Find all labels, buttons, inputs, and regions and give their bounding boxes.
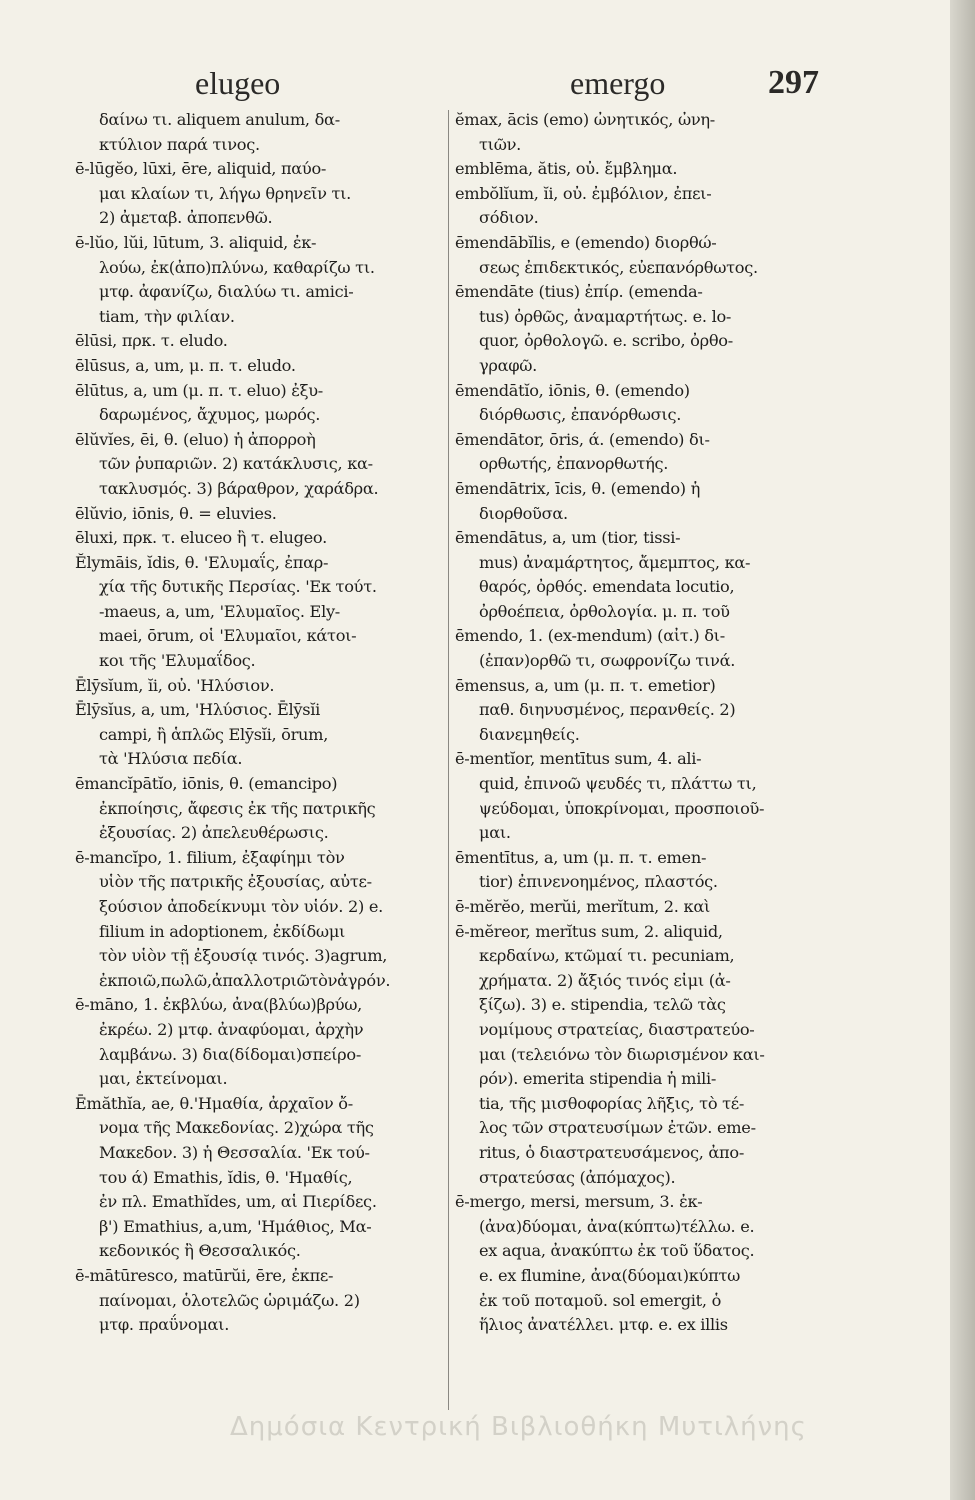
text-line: tior) ἐπινενοημένος, πλαστός.	[479, 872, 718, 892]
text-line: Ĕlymāis, ĭdis, θ. 'Ελυμαΐς, ἐπαρ-	[75, 552, 329, 572]
text-line: quid, ἐπινοῶ ψευδές τι, πλάττω τι,	[479, 774, 757, 794]
text-line: μτφ. ἀφανίζω, διαλύω τι. amici-	[99, 282, 354, 302]
text-line: ἐκποίησις, ἄφεσις ἐκ τῆς πατρικῆς	[99, 798, 376, 818]
text-line: ē-mergo, mersi, mersum, 3. ἐκ-	[455, 1192, 703, 1212]
text-line: ēmendo, 1. (ex-mendum) (αἰτ.) δι-	[455, 626, 725, 646]
text-line: κεδονικός ἢ Θεσσαλικός.	[99, 1241, 301, 1261]
text-line: ē-mĕrĕo, merŭi, merĭtum, 2. καὶ	[455, 897, 710, 916]
text-line: (ἐπαν)ορθῶ τι, σωφρονίζω τινά.	[479, 651, 736, 671]
text-line: ἐκ τοῦ ποταμοῦ. sol emergit, ὁ	[479, 1290, 722, 1310]
text-line: γραφῶ.	[479, 355, 538, 375]
text-line: ēmensus, a, um (μ. π. τ. emetior)	[455, 675, 716, 695]
text-line: κερδαίνω, κτῶμαί τι. pecuniam,	[479, 946, 735, 966]
text-line: tiam, τὴν φιλίαν.	[99, 306, 235, 326]
text-line: ἐκρέω. 2) μτφ. ἀναφύομαι, ἀρχὴν	[99, 1019, 364, 1039]
text-line: 2) ἀμεταβ. ἀποπενθῶ.	[99, 208, 273, 228]
text-line: ēlŭvio, iōnis, θ. = eluvies.	[75, 503, 277, 523]
text-line: ἥλιος ἀνατέλλει. μτφ. e. ex illis	[479, 1315, 728, 1335]
text-line: ἐξουσίας. 2) ἀπελευθέρωσις.	[99, 823, 329, 843]
text-line: μαι.	[479, 823, 511, 843]
text-line: του ά) Emathis, ĭdis, θ. 'Ημαθίς,	[99, 1167, 353, 1187]
text-line: τιῶν.	[479, 134, 521, 154]
text-line: tus) ὀρθῶς, ἀναμαρτήτως. e. lo-	[479, 306, 732, 326]
text-line: υἱὸν τῆς πατρικῆς ἐξουσίας, αὐτε-	[99, 872, 372, 892]
text-line: παθ. διηνυσμένος, περανθείς. 2)	[479, 700, 736, 720]
text-line: τακλυσμός. 3) βάραθρον, χαράδρα.	[99, 478, 379, 498]
text-line: διανεμηθείς.	[479, 724, 580, 744]
text-line: ρόν). emerita stipendia ἡ mili-	[479, 1069, 717, 1089]
text-line: ēmendātus, a, um (tior, tissi-	[455, 528, 681, 548]
text-line: ορθωτής, ἐπανορθωτής.	[479, 454, 669, 474]
left-guide-word: elugeo	[195, 65, 281, 101]
text-line: διορθοῦσα.	[479, 503, 568, 523]
text-line: ēlūsi, πρκ. τ. eludo.	[75, 331, 228, 351]
text-line: ὀρθοέπεια, ὀρθολογία. μ. π. τοῦ	[479, 601, 730, 621]
column-divider	[448, 110, 449, 1410]
text-line: campi, ἢ ἁπλῶς Elȳsĭi, ōrum,	[99, 724, 329, 744]
text-line: τὸν υἱὸν τῇ ἐξουσίᾳ τινός. 3)agrum,	[99, 946, 388, 966]
text-line: maei, ōrum, οἱ 'Ελυμαῖοι, κάτοι-	[99, 626, 357, 646]
text-line: ĕmax, ācis (emo) ὠνητικός, ὠνη-	[455, 110, 715, 129]
text-line: β') Emathius, a,um, 'Ημάθιος, Μα-	[99, 1216, 372, 1236]
text-line: ē-mātūresco, matūrŭi, ēre, ἐκπε-	[75, 1265, 334, 1285]
text-line: χρήματα. 2) ἄξιός τινός εἰμι (ἀ-	[479, 970, 731, 990]
text-line: κτύλιον παρά τινος.	[99, 134, 260, 154]
text-line: νομα τῆς Μακεδονίας. 2)χώρα τῆς	[99, 1118, 374, 1138]
text-line: ēmendābĭlis, e (emendo) διορθώ-	[455, 232, 717, 252]
text-line: Ēlȳsĭum, ĭi, οὐ. 'Ηλύσιον.	[75, 675, 275, 695]
text-line: ē-māno, 1. ἐκβλύω, ἀνα(βλύω)βρύω,	[75, 995, 363, 1015]
text-line: σόδιον.	[479, 208, 539, 228]
text-line: θαρός, ὀρθός. emendata locutio,	[479, 577, 735, 597]
text-line: ξούσιον ἀποδείκνυμι τὸν υἱόν. 2) e.	[99, 897, 383, 916]
text-line: ἐκποιῶ,πωλῶ,ἀπαλλοτριῶτὸνἀγρόν.	[99, 970, 391, 990]
left-column	[75, 108, 445, 1428]
text-line: ē-mancĭpo, 1. filium, ἐξαφίημι τὸν	[75, 847, 345, 867]
text-line: ex aqua, ἀνακύπτω ἐκ τοῦ ὕδατος.	[479, 1241, 755, 1261]
text-line: e. ex flumine, ἀνα(δύομαι)κύπτω	[479, 1265, 741, 1285]
text-line: quor, ὀρθολογῶ. e. scribo, ὀρθο-	[479, 331, 733, 351]
text-line: ēmendātor, ōris, ά. (emendo) δι-	[455, 429, 710, 449]
text-line: ἐν πλ. Emathĭdes, um, αἱ Πιερίδες.	[99, 1192, 377, 1212]
text-line: Ēmăthĭa, ae, θ.'Ημαθία, ἀρχαῖον ὄ-	[75, 1093, 353, 1113]
text-line: ēmendāte (tius) ἐπίρ. (emenda-	[455, 282, 703, 302]
text-line: στρατεύσας (ἀπόμαχος).	[479, 1167, 676, 1187]
text-line: τὰ 'Ηλύσια πεδία.	[99, 749, 243, 769]
text-line: σεως ἐπιδεκτικός, εὐεπανόρθωτος.	[479, 257, 758, 277]
text-line: παίνομαι, ὁλοτελῶς ὡριμάζω. 2)	[99, 1290, 360, 1310]
text-line: ritus, ὁ διαστρατευσάμενος, ἀπο-	[479, 1142, 745, 1162]
text-line: ēmendātrix, īcis, θ. (emendo) ἡ	[455, 478, 701, 498]
text-line: ēlūtus, a, um (μ. π. τ. eluo) ἐξυ-	[75, 380, 323, 400]
text-line: ēlŭvĭes, ēi, θ. (eluo) ἡ ἀπορροὴ	[75, 429, 316, 449]
text-line: διόρθωσις, ἐπανόρθωσις.	[479, 405, 682, 425]
text-line: -maeus, a, um, 'Ελυμαῖος. Ely-	[99, 601, 340, 621]
text-line: filium in adoptionem, ἐκδίδωμι	[99, 921, 346, 941]
text-line: emblēma, ătis, οὐ. ἔμβλημα.	[455, 159, 678, 179]
text-line: ēlūsus, a, um, μ. π. τ. eludo.	[75, 355, 296, 375]
text-line: λαμβάνω. 3) δια(δίδομαι)σπείρο-	[99, 1044, 361, 1064]
text-line: λος τῶν στρατευσίμων ἐτῶν. eme-	[479, 1118, 756, 1138]
text-line: embŏlĭum, ĭi, οὐ. ἐμβόλιον, ἐπει-	[455, 183, 712, 203]
text-line: δαρωμένος, ἄχυμος, μωρός.	[99, 405, 321, 425]
text-line: mus) ἀναμάρτητος, ἄμεμπτος, κα-	[479, 552, 751, 572]
page-number: 297	[768, 64, 819, 101]
text-line: ēmancĭpātĭo, iōnis, θ. (emancipo)	[75, 774, 338, 794]
text-line: ēmentītus, a, um (μ. π. τ. emen-	[455, 847, 707, 867]
text-line: μτφ. πραΰνομαι.	[99, 1315, 230, 1335]
text-line: κοι τῆς 'Ελυμαΐδος.	[99, 651, 256, 671]
text-line: νομίμους στρατείας, διαστρατεύο-	[479, 1019, 755, 1039]
right-guide-word: emergo	[570, 65, 666, 101]
text-line: ēmendātĭo, iōnis, θ. (emendo)	[455, 380, 690, 400]
text-line: ē-lūgĕo, lūxi, ēre, aliquid, παύο-	[75, 159, 327, 179]
text-line: μαι κλαίων τι, λήγω θρηνεῖν τι.	[99, 183, 352, 203]
page-edge	[950, 0, 975, 1500]
text-line: μαι (τελειόνω τὸν διωρισμένον και-	[479, 1044, 765, 1064]
text-line: (ἀνα)δύομαι, ἀνα(κύπτω)τέλλω. e.	[479, 1216, 755, 1236]
right-column	[455, 108, 827, 1428]
text-line: ēluxi, πρκ. τ. eluceo ἢ τ. elugeo.	[75, 528, 327, 548]
text-line: tia, τῆς μισθοφορίας λῆξις, τὸ τέ-	[479, 1093, 745, 1113]
text-line: τῶν ῥυπαριῶν. 2) κατάκλυσις, κα-	[99, 454, 373, 474]
text-line: μαι, ἐκτείνομαι.	[99, 1069, 228, 1089]
text-line: Μακεδον. 3) ἡ Θεσσαλία. 'Εκ τού-	[99, 1142, 370, 1162]
text-line: χία τῆς δυτικῆς Περσίας. 'Εκ τούτ.	[99, 577, 377, 597]
text-line: ē-mentĭor, mentītus sum, 4. ali-	[455, 749, 702, 769]
text-line: ē-lŭo, lŭi, lūtum, 3. aliquid, ἐκ-	[75, 232, 317, 252]
library-watermark: Δημόσια Κεντρική Βιβλιοθήκη Μυτιλήνης	[230, 1412, 807, 1442]
text-line: ψεύδομαι, ὑποκρίνομαι, προσποιοῦ-	[479, 798, 765, 818]
text-line: λούω, ἐκ(ἀπο)πλύνω, καθαρίζω τι.	[99, 257, 375, 277]
text-line: ē-mĕreor, merĭtus sum, 2. aliquid,	[455, 921, 723, 941]
text-line: ξίζω). 3) e. stipendia, τελῶ τὰς	[479, 995, 726, 1015]
text-line: δαίνω τι. aliquem anulum, δα-	[99, 110, 340, 129]
text-line: Ēlȳsĭus, a, um, 'Ηλύσιος. Ēlȳsĭi	[75, 700, 321, 720]
